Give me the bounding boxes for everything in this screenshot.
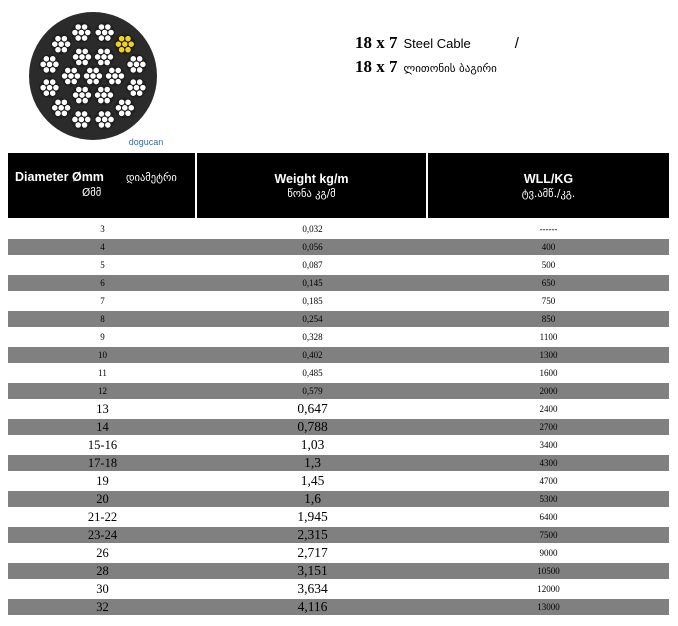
- cell-weight: 1,03: [300, 437, 325, 452]
- table-row: [8, 455, 669, 471]
- cell-weight: 1,3: [304, 455, 321, 470]
- cell-weight: 0,145: [302, 278, 323, 288]
- title-construction-2: 18 x 7: [355, 57, 398, 76]
- table-row: [8, 239, 669, 255]
- cell-diameter: 5: [100, 260, 105, 270]
- logo: [8, 8, 178, 150]
- cell-weight: 0,485: [302, 368, 323, 378]
- table-row: [8, 401, 669, 417]
- cell-weight: 0,788: [297, 419, 328, 434]
- header-wll-en: WLL/KG: [523, 172, 574, 186]
- table-row: [8, 563, 669, 579]
- table-row: [8, 473, 669, 489]
- header-weight: [197, 153, 426, 218]
- cell-diameter: 11: [98, 368, 107, 378]
- table-row: [8, 419, 669, 435]
- table-row: [8, 293, 669, 309]
- cell-wll: 850: [541, 314, 556, 324]
- cell-wll: ------: [539, 224, 558, 234]
- cell-diameter: 19: [96, 474, 109, 488]
- table-header: [8, 153, 669, 218]
- table-row: [8, 365, 669, 381]
- header-weight-en: Weight kg/m: [274, 172, 349, 186]
- cell-weight: 2,717: [297, 545, 328, 560]
- cell-wll: 12000: [537, 584, 560, 594]
- cell-wll: 500: [541, 260, 556, 270]
- header-diameter: [8, 153, 195, 218]
- cell-diameter: 32: [96, 600, 109, 614]
- cell-diameter: 8: [100, 314, 105, 324]
- cell-wll: 9000: [539, 548, 558, 558]
- cell-weight: 0,056: [302, 242, 323, 252]
- table-row: [8, 329, 669, 345]
- cell-weight: 1,45: [300, 473, 325, 488]
- cell-weight: 0,328: [302, 332, 323, 342]
- cell-weight: 0,647: [297, 401, 328, 416]
- cell-weight: 1,945: [297, 509, 328, 524]
- cell-wll: 1300: [539, 350, 558, 360]
- cell-wll: 650: [541, 278, 556, 288]
- cell-wll: 2700: [539, 422, 558, 432]
- table-row: [8, 311, 669, 327]
- table-row: [8, 527, 669, 543]
- cell-diameter: 20: [96, 492, 109, 506]
- cell-weight: 3,634: [297, 581, 328, 596]
- cell-diameter: 30: [96, 582, 109, 596]
- cell-wll: 4300: [539, 458, 558, 468]
- cell-diameter: 15-16: [87, 438, 118, 452]
- cell-weight: 3,151: [297, 563, 328, 578]
- table-row: [8, 275, 669, 291]
- header-diameter-geo: დიამეტრი: [125, 172, 177, 184]
- cell-wll: 5300: [539, 494, 558, 504]
- cell-diameter: 9: [100, 332, 105, 342]
- table-row: [8, 347, 669, 363]
- cell-diameter: 17-18: [87, 456, 118, 470]
- table-row: [8, 221, 669, 237]
- page-title: [355, 33, 519, 81]
- cell-weight: 0,579: [302, 386, 323, 396]
- cell-wll: 4700: [539, 476, 558, 486]
- cell-weight: 0,087: [302, 260, 323, 270]
- cell-wll: 1100: [539, 332, 558, 342]
- brand-name: dogucan: [128, 137, 164, 147]
- header-wll: [428, 153, 669, 218]
- cell-weight: 0,032: [302, 224, 323, 234]
- cell-weight: 4,116: [297, 599, 328, 614]
- cell-wll: 400: [541, 242, 556, 252]
- cell-weight: 2,315: [297, 527, 328, 542]
- table-row: [8, 257, 669, 273]
- table-body: [8, 221, 669, 615]
- cell-diameter: 10: [98, 350, 107, 360]
- cell-diameter: 14: [96, 420, 109, 434]
- table-row: [8, 509, 669, 525]
- cell-wll: 2000: [539, 386, 558, 396]
- steel-cable-cross-section-icon: [8, 8, 178, 150]
- cell-weight: 0,185: [302, 296, 323, 306]
- cell-wll: 13000: [537, 602, 560, 612]
- cell-wll: 750: [541, 296, 556, 306]
- cell-diameter: 12: [98, 386, 107, 396]
- title-georgian: ლითონის ბაგირი: [403, 62, 497, 75]
- cell-diameter: 23-24: [87, 528, 118, 542]
- cell-weight: 0,254: [302, 314, 323, 324]
- table-row: [8, 545, 669, 561]
- spec-table: [8, 153, 669, 617]
- header-wll-geo: ტვ.ამწ./კგ.: [521, 188, 576, 200]
- cell-wll: 1600: [539, 368, 558, 378]
- table-row: [8, 599, 669, 615]
- cell-weight: 1,6: [304, 491, 321, 506]
- table-row: [8, 383, 669, 399]
- cell-diameter: 3: [100, 224, 105, 234]
- cell-weight: 0,402: [302, 350, 323, 360]
- header-diameter-en: Diameter Ømm: [15, 170, 104, 184]
- table-row: [8, 581, 669, 597]
- cell-diameter: 28: [96, 564, 109, 578]
- cell-wll: 6400: [539, 512, 558, 522]
- header-weight-geo: წონა კგ/მ: [287, 188, 336, 200]
- header-diameter-geo-unit: Øმმ: [82, 187, 102, 199]
- cell-wll: 10500: [537, 566, 560, 576]
- cell-wll: 3400: [539, 440, 558, 450]
- cell-wll: 7500: [539, 530, 558, 540]
- title-separator: /: [514, 35, 519, 52]
- cell-diameter: 4: [100, 242, 105, 252]
- title-construction: 18 x 7: [355, 33, 398, 52]
- cell-diameter: 26: [96, 546, 109, 560]
- title-line-1: [355, 33, 519, 57]
- table-row: [8, 437, 669, 453]
- title-line-2: [355, 57, 519, 81]
- cell-wll: 2400: [539, 404, 558, 414]
- cell-diameter: 21-22: [87, 510, 118, 524]
- cell-diameter: 13: [96, 402, 109, 416]
- cell-diameter: 6: [100, 278, 105, 288]
- cell-diameter: 7: [100, 296, 105, 306]
- title-english: Steel Cable: [403, 36, 471, 51]
- table-row: [8, 491, 669, 507]
